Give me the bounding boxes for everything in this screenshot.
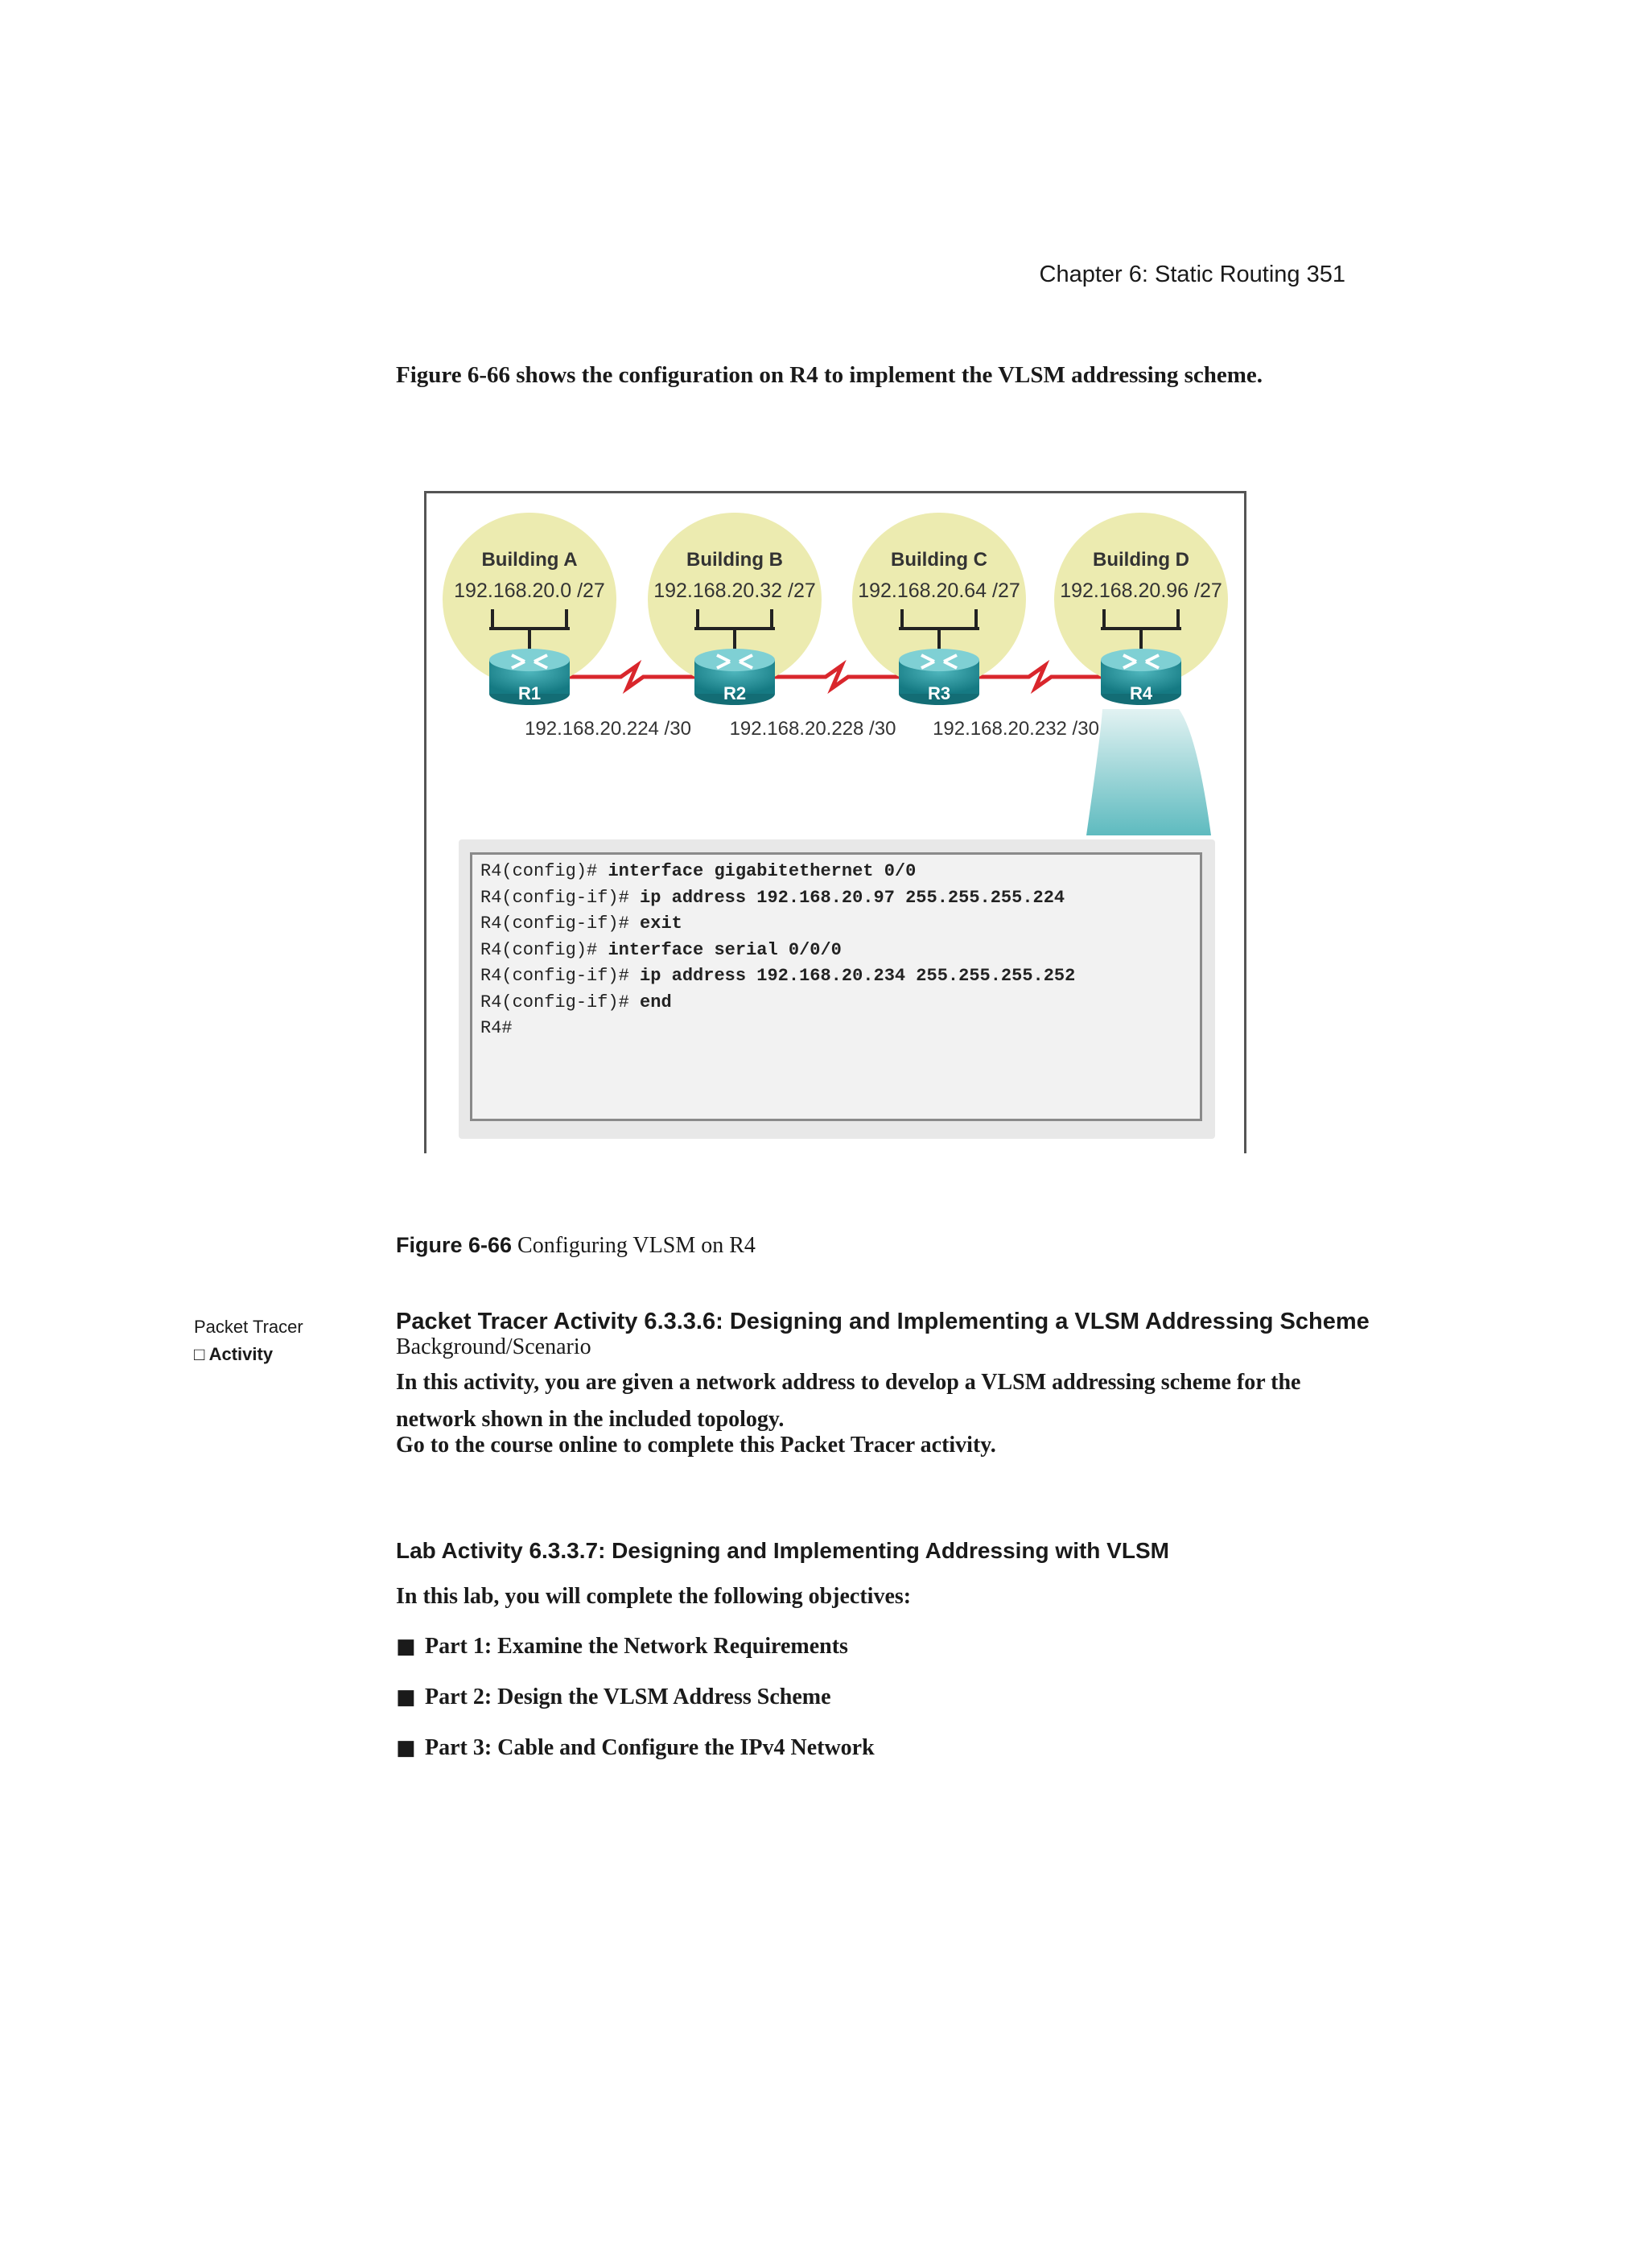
packet-tracer-subheading: Background/Scenario	[396, 1334, 591, 1359]
figure-title: Configuring VLSM on R4	[517, 1233, 756, 1258]
building-label: Building B	[686, 549, 783, 571]
building-network: 192.168.20.0 /27	[454, 579, 605, 602]
cli-line: R4(config-if)# ip address 192.168.20.97 255.255.255.224	[480, 887, 1065, 908]
packet-tracer-body: In this activity, you are given a network address to develop a VLSM addressing scheme for the	[396, 1370, 1301, 1395]
serial-link	[775, 666, 899, 688]
building-network: 192.168.20.32 /27	[653, 579, 816, 602]
figure-caption	[396, 1233, 756, 1259]
building-label: Building A	[481, 549, 578, 571]
serial-link	[979, 666, 1101, 688]
router-label: R4	[1129, 683, 1153, 703]
objective-item	[396, 1634, 848, 1660]
cli-line: R4(config)# interface serial 0/0/0	[480, 939, 842, 960]
objective-item	[396, 1685, 831, 1710]
bullet-icon: ■	[396, 1685, 416, 1709]
bullet-icon: ■	[396, 1736, 416, 1760]
margin-note-line: Packet Tracer	[194, 1317, 303, 1337]
cli-line: R4(config-if)# exit	[480, 913, 682, 934]
router-top	[1101, 649, 1181, 671]
serial-link	[570, 666, 694, 688]
running-head: Chapter 6: Static Routing 351	[1039, 262, 1345, 287]
objective-text: Part 1: Examine the Network Requirements	[425, 1634, 848, 1659]
bullet-icon: ■	[396, 1635, 416, 1659]
intro-paragraph: Figure 6-66 shows the configuration on R4 to implement the VLSM addressing scheme.	[396, 362, 1263, 388]
margin-note	[194, 1313, 303, 1368]
cli-line: R4(config-if)# ip address 192.168.20.234 255.255.255.252	[480, 966, 1076, 986]
cli-output	[470, 852, 1202, 1121]
highlight-beam	[1086, 709, 1211, 835]
router-top	[694, 649, 775, 671]
router-top	[899, 649, 979, 671]
serial-link-network: 192.168.20.228 /30	[729, 718, 896, 740]
building-network: 192.168.20.64 /27	[858, 579, 1020, 602]
objective-text: Part 3: Cable and Configure the IPv4 Network	[425, 1735, 875, 1760]
cli-output-panel	[459, 839, 1215, 1139]
packet-tracer-body: network shown in the included topology.	[396, 1407, 785, 1432]
router-label: R3	[927, 683, 951, 703]
packet-tracer-heading: Packet Tracer Activity 6.3.3.6: Designing and Implementing a VLSM Addressing Scheme	[396, 1309, 1370, 1334]
router-label: R1	[517, 683, 542, 703]
packet-tracer-body: Go to the course online to complete this Packet Tracer activity.	[396, 1433, 996, 1458]
objective-text: Part 2: Design the VLSM Address Scheme	[425, 1685, 831, 1709]
cli-line: R4(config)# interface gigabitethernet 0/0	[480, 861, 917, 881]
objective-item	[396, 1735, 875, 1761]
building-label: Building D	[1093, 549, 1189, 571]
figure-number: Figure 6-66	[396, 1233, 513, 1257]
lab-intro: In this lab, you will complete the following objectives:	[396, 1584, 912, 1609]
serial-link-network: 192.168.20.224 /30	[525, 718, 691, 740]
cli-line: R4#	[480, 1018, 513, 1038]
building-network: 192.168.20.96 /27	[1060, 579, 1222, 602]
lab-heading: Lab Activity 6.3.3.7: Designing and Implementing Addressing with VLSM	[396, 1538, 1169, 1563]
margin-note-line: □ Activity	[194, 1344, 274, 1364]
figure-6-66	[424, 491, 1246, 1153]
cli-line: R4(config-if)# end	[480, 992, 672, 1012]
router-top	[489, 649, 570, 671]
serial-link-network: 192.168.20.232 /30	[933, 718, 1099, 740]
building-label: Building C	[891, 549, 987, 571]
router-label: R2	[723, 683, 747, 703]
